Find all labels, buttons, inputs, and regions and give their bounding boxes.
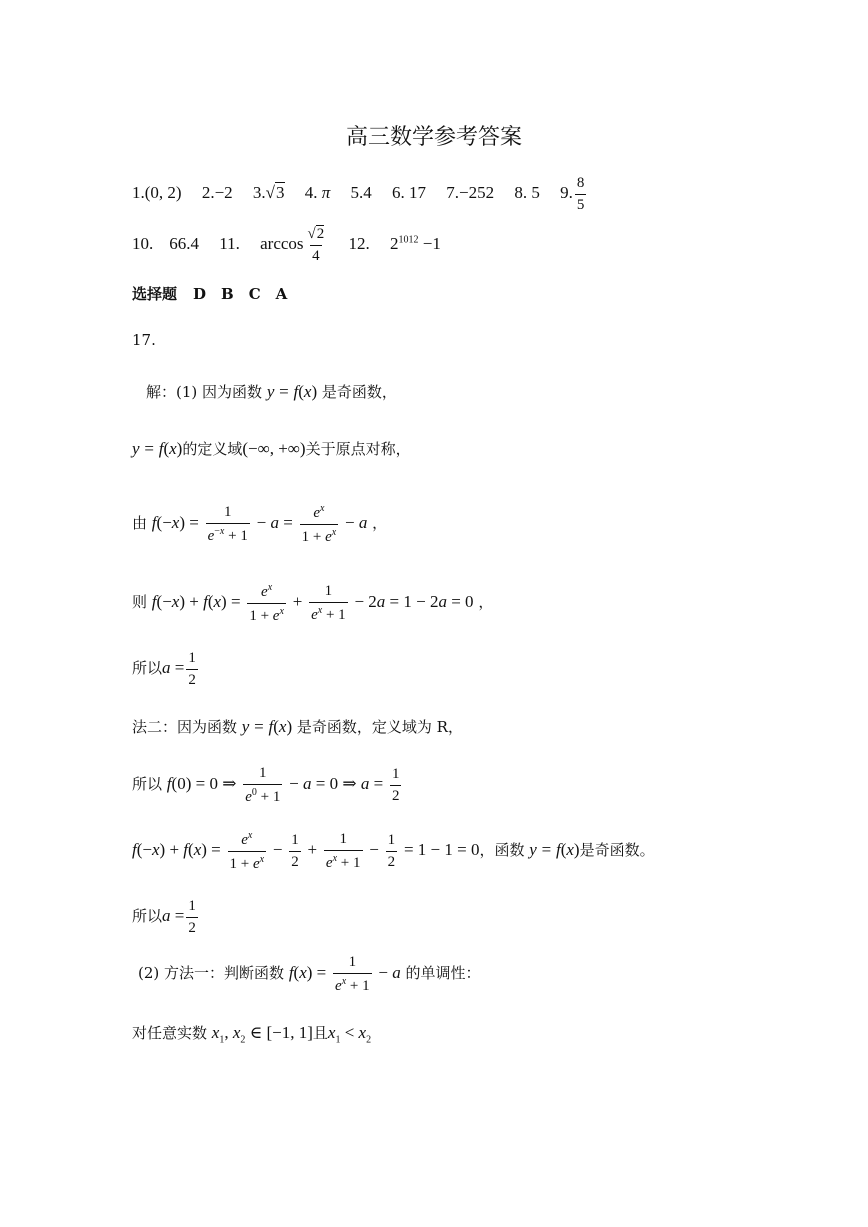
answer-exponent: 1012: [398, 234, 419, 246]
answer-value: 3: [276, 182, 285, 202]
solution-line-7: 所以 f(0) = 0 ⇒ $\frac{1}{e^0 + 1}$ − a = 0 ⇒ a = $\frac{1}{2}$: [132, 765, 400, 805]
text: 对任意实数: [132, 1024, 208, 1042]
question-number: 17.: [132, 331, 156, 349]
answers-row-1: 1.(0, 2) 2.−2 3.√3 4. π 5.4 6. 17 7.−252 8. 5 9. $\frac{8}{5}$: [132, 175, 585, 213]
solution-line-6: 法二：因为函数 y = f(x) 是奇函数，定义域为 R，: [132, 717, 463, 736]
solution-line-11: 对任意实数 $x_1$, $x_2$ ∈ [−1, 1]且$x_1 < x_2$: [132, 1023, 372, 1046]
solution-line-5: 所以a = $\frac{1}{2}$: [132, 650, 196, 688]
fraction-numerator: 8: [576, 175, 585, 191]
answer-value: 8. 5: [514, 182, 540, 202]
answer-value: 66.4: [169, 233, 199, 253]
answer-value: −2: [214, 182, 233, 202]
text: 的定义域: [182, 440, 243, 458]
text: 的单调性：: [405, 964, 481, 982]
answer-number: 9.: [560, 182, 573, 202]
text: 是奇函数，定义域为 R，: [296, 718, 463, 736]
text: ，函数: [479, 841, 525, 859]
math-domain: (−∞, +∞): [242, 439, 306, 458]
answer-value: 2: [390, 233, 399, 253]
text: 关于原点对称，: [305, 440, 411, 458]
solution-line-4: 则 f(−x) + f(x) = $\frac{e^x}{1 + e^x}$ + $\frac{1}{e^x + 1}$ − 2a = 1 − 2a = 0 ，: [132, 582, 494, 624]
answers-row-2: 10. 66.4 11. arccos $\frac{√2}{4}$ 12. $2^{1012} -1$: [132, 226, 441, 264]
mc-answers: [132, 287, 287, 302]
solution-line-10: (2) 方法一：判断函数 f(x) = $\frac{1}{e^x + 1}$ − a 的单调性：: [138, 954, 481, 994]
answer-value: (0, 2): [144, 182, 182, 202]
mc-values: D B C A: [193, 285, 288, 303]
answer-number: 1.: [132, 182, 145, 202]
fraction-denominator: 5: [575, 194, 587, 214]
answer-number: 10.: [132, 233, 154, 253]
text: 是奇函数，: [321, 383, 397, 401]
text: 由: [132, 514, 148, 532]
answer-value: −1: [418, 233, 441, 253]
text: 所以: [132, 659, 163, 677]
text: 法二：因为函数: [132, 718, 238, 736]
text: (2) 方法一：判断函数: [138, 964, 285, 982]
text: 所以: [132, 775, 163, 793]
text: 是奇函数。: [579, 841, 655, 859]
answer-function: arccos: [260, 233, 304, 253]
answer-number: 12.: [348, 233, 370, 253]
solution-line-8: f(−x) + f(x) = $\frac{e^x}{1 + e^x}$ − $\frac{1}{2}$ + $\frac{1}{e^x + 1}$ − $\frac{1}{2}$ = 1 − 1 = 0，函数 y = f(x)是奇函数。: [132, 830, 655, 872]
solution-line-2: y = f(x)的定义域(−∞, +∞)关于原点对称，: [132, 439, 411, 458]
fraction-denominator: 4: [310, 245, 322, 265]
fraction-numerator: 2: [316, 226, 325, 242]
answer-value: 6. 17: [392, 182, 427, 202]
answer-number: 7.: [446, 182, 460, 202]
text: 所以: [132, 907, 163, 925]
answer-number: 2.: [201, 182, 215, 202]
solution-line-3: 由 f(−x) = $\frac{1}{e^{-x} + 1}$ − a = $\frac{e^x}{1 + e^x}$ − a ，: [132, 503, 388, 545]
page-title: 高三数学参考答案: [345, 125, 522, 150]
solution-line-9: 所以a = $\frac{1}{2}$: [132, 898, 196, 936]
answer-number: 4.: [304, 182, 318, 202]
text: 且: [312, 1024, 328, 1042]
answer-number: 3.: [252, 182, 266, 202]
answer-number: 11.: [219, 233, 240, 253]
answer-value: π: [321, 182, 331, 202]
answer-value: −252: [459, 182, 495, 202]
mc-label: 选择题: [132, 285, 178, 303]
text: 解：(1) 因为函数: [146, 383, 263, 401]
solution-line-1: 解：(1) 因为函数 y = f(x) 是奇函数，: [146, 382, 397, 401]
answer-value: 5.4: [350, 182, 372, 202]
text: 则: [132, 593, 148, 611]
